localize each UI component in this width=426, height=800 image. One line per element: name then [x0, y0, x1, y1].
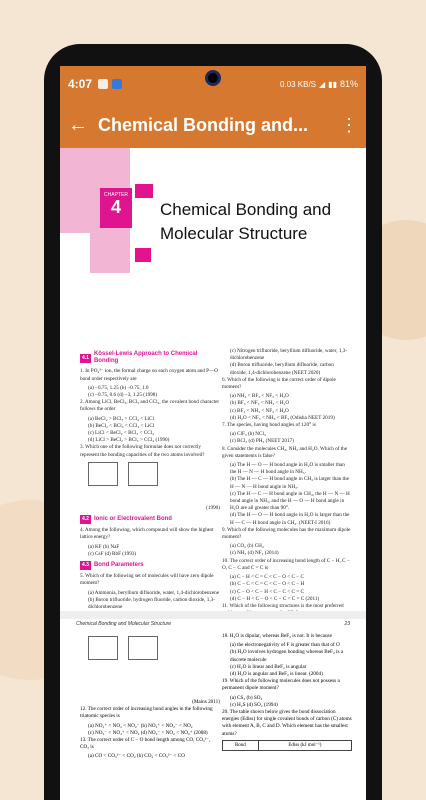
structure-figure — [88, 462, 118, 486]
option-text: (a) BeCl₂ > BCl₃ > CCl₄ < LiCl — [88, 415, 154, 422]
option-text: (d) LiCl > BeCl₂ > BCl₃ > CCl₄ (1990) — [88, 437, 170, 444]
page-number: 23 — [344, 621, 350, 627]
question-text: 5. Which of the following set of molecules will have zero dipole moment? — [80, 573, 214, 587]
question-text: 18. H₂O is dipolar, whereas BeF₂ is not. It is because — [222, 633, 332, 639]
option-text: (d) H₂O < NF₃ < NH₃ < BF₃ (Odisha NEET 2019) — [230, 414, 335, 421]
question-text: 8. Consider the molecules CH₄, NH₃ and H₂O. Which of the given statements is false? — [222, 445, 348, 459]
decor-block — [135, 184, 153, 198]
option-text: (a) NH₃ < BF₃ < NF₃ < H₂O — [230, 393, 289, 400]
running-title: Chemical Bonding and Molecular Structure — [76, 621, 172, 627]
table-header: Ediss (kJ mol⁻¹) — [258, 740, 351, 750]
question-text: 20. The table shown below gives the bond dissociation energies (Ediss) for single covalent bonds of carbon (C) atoms with element A, B, C and D. Which element has the smallest atoms? — [222, 709, 352, 737]
option-text: (a) CO₂ (b) CH₄ — [230, 543, 264, 550]
structure-diagrams — [80, 462, 220, 502]
table-header: Bond — [223, 740, 259, 750]
option-text: (c) The H — C — H bond angle in CH₄, the H — N — H bond angle in NH₃, and the H — O — H bond angle in H₂O are all greater than 90°. — [230, 490, 350, 512]
app-icon — [112, 79, 122, 89]
option-text: (a) The H — O — H bond angle in H₂O is smaller than the H — N — H bond angle in NH₃. — [230, 462, 345, 476]
structure-figure — [128, 636, 158, 660]
question-text: 13. The correct order of C − O bond length among CO, CO₃²⁻, CO₂ is — [80, 737, 211, 751]
page-separator — [60, 611, 366, 619]
option-text: (b) BF₃ < NF₃ < NH₃ < H₂O — [230, 400, 290, 407]
option-text: (c) BCl₃ (d) PH₃ (NEET 2017) — [230, 438, 294, 445]
section-number: 4.3 — [80, 561, 91, 570]
page1-left-column — [80, 348, 220, 611]
section-number: 4.1 — [80, 354, 91, 363]
net-speed: 0.03 KB/S — [279, 79, 317, 89]
more-vertical-icon[interactable]: ⋮ — [340, 114, 358, 135]
option-text: (d) Boron trifluoride, beryllium difluoride, carbon dioxide, 1,4-dichlorobenzene (NEET 2020) — [230, 362, 334, 376]
option-text: (a) ClF₃ (b) NCl₃ — [230, 431, 266, 438]
question-text: 11. Which of the following structures is the most preferred — [222, 602, 344, 609]
option-text: (d) H₂O is angular and BeF₂ is linear. (2004) — [230, 671, 323, 678]
option-text: (c) NH₃ (d) NF₃ (2014) — [230, 550, 279, 557]
option-text: (a) −0.75, 1.25 (b) −0.75, 1.0 — [88, 384, 149, 391]
section-title: Kössel-Lewis Approach to Chemical Bonding — [93, 351, 198, 365]
option-text: (a) the electronegativity of F is greater than that of O — [230, 642, 340, 649]
page-running-header — [60, 621, 366, 627]
option-text: (a) KF (b) NaF — [88, 543, 120, 550]
question-text: 4. Among the following, which compound will show the highest lattice energy? — [80, 527, 214, 541]
option-text: (b) H₂O involves hydrogen bonding whereas BeF₂ is a discrete molecule — [230, 649, 344, 663]
notification-icons — [98, 79, 122, 89]
chapter-header — [60, 148, 366, 278]
page2-right-column — [222, 633, 352, 751]
section-title: Bond Parameters — [93, 562, 144, 569]
question-text: 12. The correct order of increasing bond angles in the following triatomic species is — [80, 706, 213, 720]
question-text: 3. Which one of the following formulae does not correctly represent the bonding capacities of the two atoms involved? — [80, 444, 205, 458]
option-text: (a) C − H < C = C < C − O < C − C — [230, 574, 304, 581]
question-text: 7. The species, having bond angles of 120° is — [222, 422, 316, 429]
option-text: (d) C − H < C − O < C − C < C = C (2011) — [230, 595, 320, 602]
signal-icon: ▮▮ — [328, 79, 337, 89]
option-text: (b) BeCl₂ < BCl₃ < CCl₄ < LiCl — [88, 422, 155, 429]
status-bar — [60, 66, 366, 102]
option-text: (a) Ammonia, beryllium difluoride, water, 1,4-dichlorobenzene — [88, 589, 220, 596]
app-bar — [60, 102, 366, 148]
page2-left-column — [80, 633, 220, 761]
structure-diagrams — [80, 636, 220, 696]
option-text: (b) C − C < C = C < C − O < C − H — [230, 581, 305, 588]
option-text: (c) NO₂⁻ < NO₂⁺ < NO₂ (d) NO₂⁻ < NO₂ < NO₂⁺ (2008) — [88, 729, 208, 736]
option-text: (d) The H — O — H bond angle in H₂O is larger than the H — C — H bond angle in CH₄. (NEET-I 2016) — [230, 512, 350, 526]
section-title: Ionic or Electrovalent Bond — [93, 516, 172, 523]
notification-icon — [98, 79, 108, 89]
chapter-label: CHAPTER — [104, 192, 128, 198]
document-view[interactable] — [60, 148, 366, 611]
structure-figure — [128, 462, 158, 486]
section-heading — [80, 351, 220, 365]
page-2 — [60, 621, 366, 760]
option-text: (b) The H — C — H bond angle in CH₄ is larger than the H — N — H bond angle in NH₃. — [230, 476, 349, 490]
wifi-icon: ◢ — [319, 79, 326, 89]
bond-energy-table — [222, 740, 352, 751]
question-text: 1. In PO₄³⁻ ion, the formal charge on each oxygen atom and P—O bond order respectively are — [80, 368, 218, 382]
section-number: 4.2 — [80, 515, 91, 524]
option-text: (c) H₂S (d) SO₂ (1994) — [230, 701, 278, 708]
option-text: (a) CS₂ (b) SO₃ — [230, 694, 263, 701]
status-time: 4:07 — [68, 77, 93, 91]
year-text: (Mains 2011) — [192, 699, 220, 705]
chapter-title: Chemical Bonding and Molecular Structure — [160, 200, 332, 243]
question-text: 10. The correct order of increasing bond length of C − H, C − O, C − C and C = C is — [222, 557, 350, 571]
battery-level: 81% — [339, 79, 358, 89]
option-text: (c) −0.75, 0.6 (d) −3, 1.25 (1998) — [88, 392, 158, 399]
status-right — [280, 79, 358, 89]
question-text: 6. Which of the following is the correct order of dipole moment? — [222, 376, 336, 391]
app-title: Chemical Bonding and... — [98, 114, 309, 135]
section-heading — [80, 561, 220, 570]
front-camera — [205, 70, 221, 86]
option-text: (a) NO₂⁺ < NO₂ < NO₂⁻ (b) NO₂⁺ < NO₂⁻ < NO₂ — [88, 722, 193, 729]
back-arrow-icon[interactable]: ← — [68, 113, 88, 136]
decor-block — [135, 248, 151, 262]
decor-block — [90, 233, 130, 273]
option-text: (a) CO < CO₃²⁻ < CO₂ (b) CO₂ < CO₃²⁻ < CO — [88, 753, 185, 760]
option-text: (c) BF₃ < NH₃ < NF₃ < H₂O — [230, 407, 289, 414]
option-text: (c) LiCl < BeCl₂ < BCl₃ < CCl₄ — [88, 430, 154, 437]
question-text: 19. Which of the following molecules does not possess a permanent dipole moment? — [222, 678, 340, 692]
chapter-number: 4 — [110, 197, 121, 217]
question-text: 2. Among LiCl, BeCl₂, BCl₃ and CCl₄, the covalent bond character follows the order — [80, 399, 220, 413]
section-heading — [80, 515, 220, 524]
option-text: (c) Nitrogen trifluoride, beryllium difluoride, water, 1,3-dichlorobenzene — [230, 348, 348, 362]
page1-right-column — [222, 348, 352, 619]
structure-figure — [88, 636, 118, 660]
question-text: 9. Which of the following molecules has the maximum dipole moment? — [222, 526, 351, 541]
option-text: (c) CsF (d) RbF (1993) — [88, 550, 137, 557]
option-text: (c) C − O < C − H < C − C < C = C — [230, 588, 304, 595]
chapter-badge — [100, 188, 132, 228]
phone-screen — [60, 66, 366, 800]
option-text: (c) H₂O is linear and BeF₂ is angular — [230, 663, 307, 670]
year-text: (1990) — [206, 504, 220, 511]
option-text: (b) Boron trifluoride, hydrogen fluoride, carbon dioxide, 1,3-dichlorobenzene — [88, 596, 215, 611]
